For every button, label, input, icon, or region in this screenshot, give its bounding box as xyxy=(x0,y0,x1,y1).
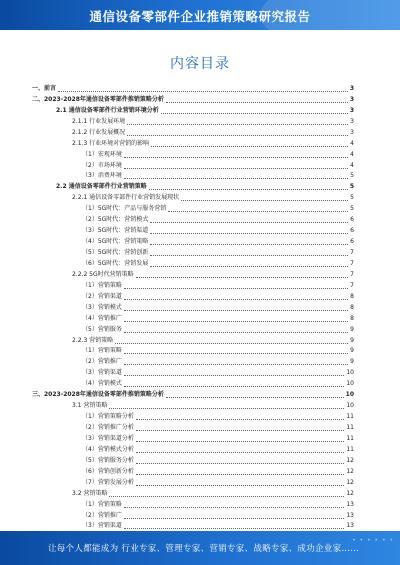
toc-entry[interactable] xyxy=(32,314,354,325)
toc-entry[interactable] xyxy=(32,259,354,270)
toc-entry[interactable] xyxy=(32,303,354,314)
toc-page-number: 3 xyxy=(350,117,354,125)
toc-entry-text: （4）5G时代：营销策略 xyxy=(82,238,149,246)
toc-leader-dots xyxy=(150,233,348,234)
toc-entry[interactable] xyxy=(32,467,354,478)
toc-leader-dots xyxy=(124,364,348,365)
toc-entry[interactable] xyxy=(32,347,354,358)
toc-entry-text: 2.2.3 营销策略 xyxy=(72,336,114,344)
toc-leader-dots xyxy=(127,124,348,125)
toc-leader-dots xyxy=(109,408,344,409)
toc-page-number: 12 xyxy=(346,456,354,464)
toc-leader-dots xyxy=(115,343,348,344)
toc-entry-text: （1）营销策略 xyxy=(82,347,122,355)
toc-entry-text: 3.1 营销策略 xyxy=(72,402,108,410)
toc-page-number: 9 xyxy=(350,336,354,344)
toc-page-number: 6 xyxy=(350,238,354,246)
toc-entry-text: （3）营销渠道分析 xyxy=(82,434,134,442)
toc-entry[interactable] xyxy=(32,281,354,292)
toc-page-number: 10 xyxy=(346,369,354,377)
toc-page-number: 3 xyxy=(350,128,354,136)
toc-leader-dots xyxy=(136,463,345,464)
toc-entry[interactable] xyxy=(32,445,354,456)
toc-leader-dots xyxy=(127,135,348,136)
toc-entry-text: （2）营销推广 xyxy=(82,511,122,519)
toc-entry[interactable] xyxy=(32,161,354,172)
toc-entry[interactable] xyxy=(32,357,354,368)
toc-entry[interactable] xyxy=(32,511,354,522)
toc-entry-text: （5）营销服务 xyxy=(82,325,122,333)
toc-entry[interactable] xyxy=(32,434,354,445)
toc-page-number: 9 xyxy=(350,358,354,366)
toc-entry[interactable] xyxy=(32,237,354,248)
toc-leader-dots xyxy=(124,168,348,169)
toc-page-number: 8 xyxy=(350,292,354,300)
toc-page-number: 3 xyxy=(349,95,354,103)
toc-entry[interactable] xyxy=(32,423,354,434)
toc-entry[interactable] xyxy=(32,193,354,204)
toc-entry-text: （5）5G时代：营销创新 xyxy=(82,249,149,257)
toc-entry-text: 2.1.3 行业环境对营销的影响 xyxy=(72,139,150,147)
toc-entry-text: 3.2 营销策略 xyxy=(72,489,108,497)
table-of-contents xyxy=(32,84,354,543)
toc-entry-text: （1）营销策略 xyxy=(82,500,122,508)
toc-leader-dots xyxy=(150,266,348,267)
toc-leader-dots xyxy=(136,277,349,278)
toc-entry[interactable] xyxy=(32,368,354,379)
toc-entry-text: （1）营销策略分析 xyxy=(82,413,134,421)
toc-entry-text: 2.1.2 行业发展概况 xyxy=(72,128,126,136)
toc-entry[interactable] xyxy=(32,84,354,95)
toc-page-number: 7 xyxy=(350,259,354,267)
toc-entry-text: （3）营销渠道 xyxy=(82,522,122,530)
toc-entry-text: （2）5G时代：营销模式 xyxy=(82,216,149,224)
toc-leader-dots xyxy=(124,178,348,179)
toc-entry-text: （2）营销推广分析 xyxy=(82,424,134,432)
toc-leader-dots xyxy=(136,474,345,475)
document-title: 通信设备零部件企业推销策略研究报告 xyxy=(89,9,311,24)
toc-page-number: 3 xyxy=(349,106,354,114)
toc-entry-text: （3）营销模式 xyxy=(82,303,122,311)
toc-entry[interactable] xyxy=(32,204,354,215)
toc-leader-dots xyxy=(124,288,348,289)
toc-page-number: 12 xyxy=(346,478,354,486)
toc-entry[interactable] xyxy=(32,139,354,150)
toc-leader-dots xyxy=(109,496,344,497)
toc-page-number: 12 xyxy=(346,467,354,475)
toc-leader-dots xyxy=(161,113,348,114)
toc-entry-text: （3）消费环境 xyxy=(82,172,122,180)
toc-page-number: 12 xyxy=(346,489,354,497)
toc-leader-dots xyxy=(181,200,348,201)
toc-page-number: 4 xyxy=(350,161,354,169)
toc-entry-text: 2.2.1 通信设备零部件行业营销发展现状 xyxy=(72,194,180,202)
toc-leader-dots xyxy=(124,310,348,311)
toc-leader-dots xyxy=(150,244,348,245)
toc-page-number: 10 xyxy=(346,380,354,388)
toc-page-number: 11 xyxy=(346,424,354,432)
toc-entry-text: （3）营销渠道 xyxy=(82,369,122,377)
toc-entry[interactable] xyxy=(32,336,354,347)
toc-entry-text: （2）营销推广 xyxy=(82,358,122,366)
toc-entry[interactable] xyxy=(32,390,354,401)
toc-entry-text: 三、2023-2028年通信设备零部件推销策略分析 xyxy=(32,391,164,399)
toc-entry-text: 2.1 通信设备零部件行业营销环境分析 xyxy=(56,106,159,114)
toc-leader-dots xyxy=(136,419,345,420)
toc-entry[interactable] xyxy=(32,270,354,281)
toc-entry[interactable] xyxy=(32,248,354,259)
toc-leader-dots xyxy=(124,157,348,158)
toc-page-number: 5 xyxy=(349,183,354,191)
toc-page-number: 11 xyxy=(346,434,354,442)
toc-leader-dots xyxy=(124,375,345,376)
toc-leader-dots xyxy=(166,397,344,398)
toc-leader-dots xyxy=(168,211,348,212)
toc-entry-text: （7）营销发展分析 xyxy=(82,478,134,486)
toc-entry[interactable] xyxy=(32,401,354,412)
toc-entry[interactable] xyxy=(32,412,354,423)
toc-heading: 内容目录 xyxy=(170,56,230,72)
toc-entry[interactable] xyxy=(32,478,354,489)
toc-entry-text: （4）营销模式 xyxy=(82,380,122,388)
toc-leader-dots xyxy=(136,430,345,431)
footer-slogan: 让每个人都能成为 行业专家、管理专家、营销专家、战略专家、成功企业家…… xyxy=(48,544,360,554)
toc-leader-dots xyxy=(124,332,348,333)
toc-entry-text: （6）营销创新分析 xyxy=(82,467,134,475)
toc-leader-dots xyxy=(124,386,345,387)
toc-entry[interactable] xyxy=(32,379,354,390)
toc-page-number: 10 xyxy=(346,402,354,410)
toc-entry-text: （3）5G时代：营销渠道 xyxy=(82,227,149,235)
toc-leader-dots xyxy=(124,528,345,529)
toc-page-number: 7 xyxy=(350,281,354,289)
toc-entry[interactable] xyxy=(32,150,354,161)
toc-entry-text: （4）营销推广 xyxy=(82,314,122,322)
toc-page-number: 8 xyxy=(350,314,354,322)
toc-page-number: 4 xyxy=(350,150,354,158)
toc-leader-dots xyxy=(58,91,348,92)
toc-page-number: 10 xyxy=(345,391,354,399)
toc-leader-dots xyxy=(166,102,348,103)
toc-leader-dots xyxy=(124,299,348,300)
toc-page-number: 5 xyxy=(350,205,354,213)
toc-leader-dots xyxy=(136,452,345,453)
document-header xyxy=(0,0,400,30)
toc-leader-dots xyxy=(136,441,345,442)
toc-entry-text: （5）营销服务分析 xyxy=(82,456,134,464)
toc-leader-dots xyxy=(151,146,348,147)
toc-leader-dots xyxy=(136,485,345,486)
toc-page-number: 5 xyxy=(350,172,354,180)
toc-entry-text: 一、前言 xyxy=(32,84,57,92)
toc-page-number: 13 xyxy=(346,500,354,508)
toc-entry[interactable] xyxy=(32,95,354,106)
toc-leader-dots xyxy=(124,321,348,322)
toc-page-number: 8 xyxy=(350,303,354,311)
toc-entry-text: （4）营销模式分析 xyxy=(82,445,134,453)
toc-entry-text: 二、2023-2028年通信设备零部件推销策略分析 xyxy=(32,95,164,103)
toc-page-number: 6 xyxy=(350,227,354,235)
toc-page-number: 6 xyxy=(350,216,354,224)
toc-page-number: 4 xyxy=(350,139,354,147)
toc-page-number: 11 xyxy=(346,413,354,421)
toc-page-number: 11 xyxy=(346,445,354,453)
toc-entry[interactable] xyxy=(32,500,354,511)
toc-leader-dots xyxy=(124,507,345,508)
toc-leader-dots xyxy=(150,222,348,223)
toc-entry[interactable] xyxy=(32,215,354,226)
toc-leader-dots xyxy=(124,518,345,519)
toc-entry-text: 2.2.2 5G时代营销策略 xyxy=(72,270,134,278)
toc-leader-dots xyxy=(124,353,348,354)
toc-page-number: 13 xyxy=(346,511,354,519)
toc-entry-text: （1）5G时代：产品与服务营销 xyxy=(82,205,167,213)
document-footer xyxy=(0,531,400,565)
toc-page-number: 9 xyxy=(350,347,354,355)
toc-entry-text: （1）营销策略 xyxy=(82,281,122,289)
toc-page-number: 13 xyxy=(346,522,354,530)
toc-entry[interactable] xyxy=(32,117,354,128)
toc-entry[interactable] xyxy=(32,182,354,193)
toc-entry[interactable] xyxy=(32,325,354,336)
toc-entry[interactable] xyxy=(32,292,354,303)
toc-entry-text: 2.2 通信设备零部件行业营销策略 xyxy=(56,183,147,191)
toc-entry[interactable] xyxy=(32,172,354,183)
toc-page-number: 3 xyxy=(349,84,354,92)
toc-entry-text: （2）营销渠道 xyxy=(82,292,122,300)
toc-page-number: 9 xyxy=(350,325,354,333)
toc-entry-text: （6）5G时代：营销发展 xyxy=(82,259,149,267)
toc-leader-dots xyxy=(149,189,348,190)
toc-entry-text: （1）宏观环境 xyxy=(82,150,122,158)
toc-entry-text: （2）市场环境 xyxy=(82,161,122,169)
toc-entry[interactable] xyxy=(32,106,354,117)
toc-page-number: 5 xyxy=(350,194,354,202)
toc-entry[interactable] xyxy=(32,489,354,500)
toc-entry[interactable] xyxy=(32,456,354,467)
toc-leader-dots xyxy=(150,255,348,256)
toc-page-number: 7 xyxy=(350,270,354,278)
footer-decoration: • • • • • • xyxy=(352,537,394,544)
toc-entry-text: 2.1.1 行业发展环境 xyxy=(72,117,126,125)
toc-page-number: 7 xyxy=(350,249,354,257)
toc-entry[interactable] xyxy=(32,128,354,139)
toc-entry[interactable] xyxy=(32,226,354,237)
